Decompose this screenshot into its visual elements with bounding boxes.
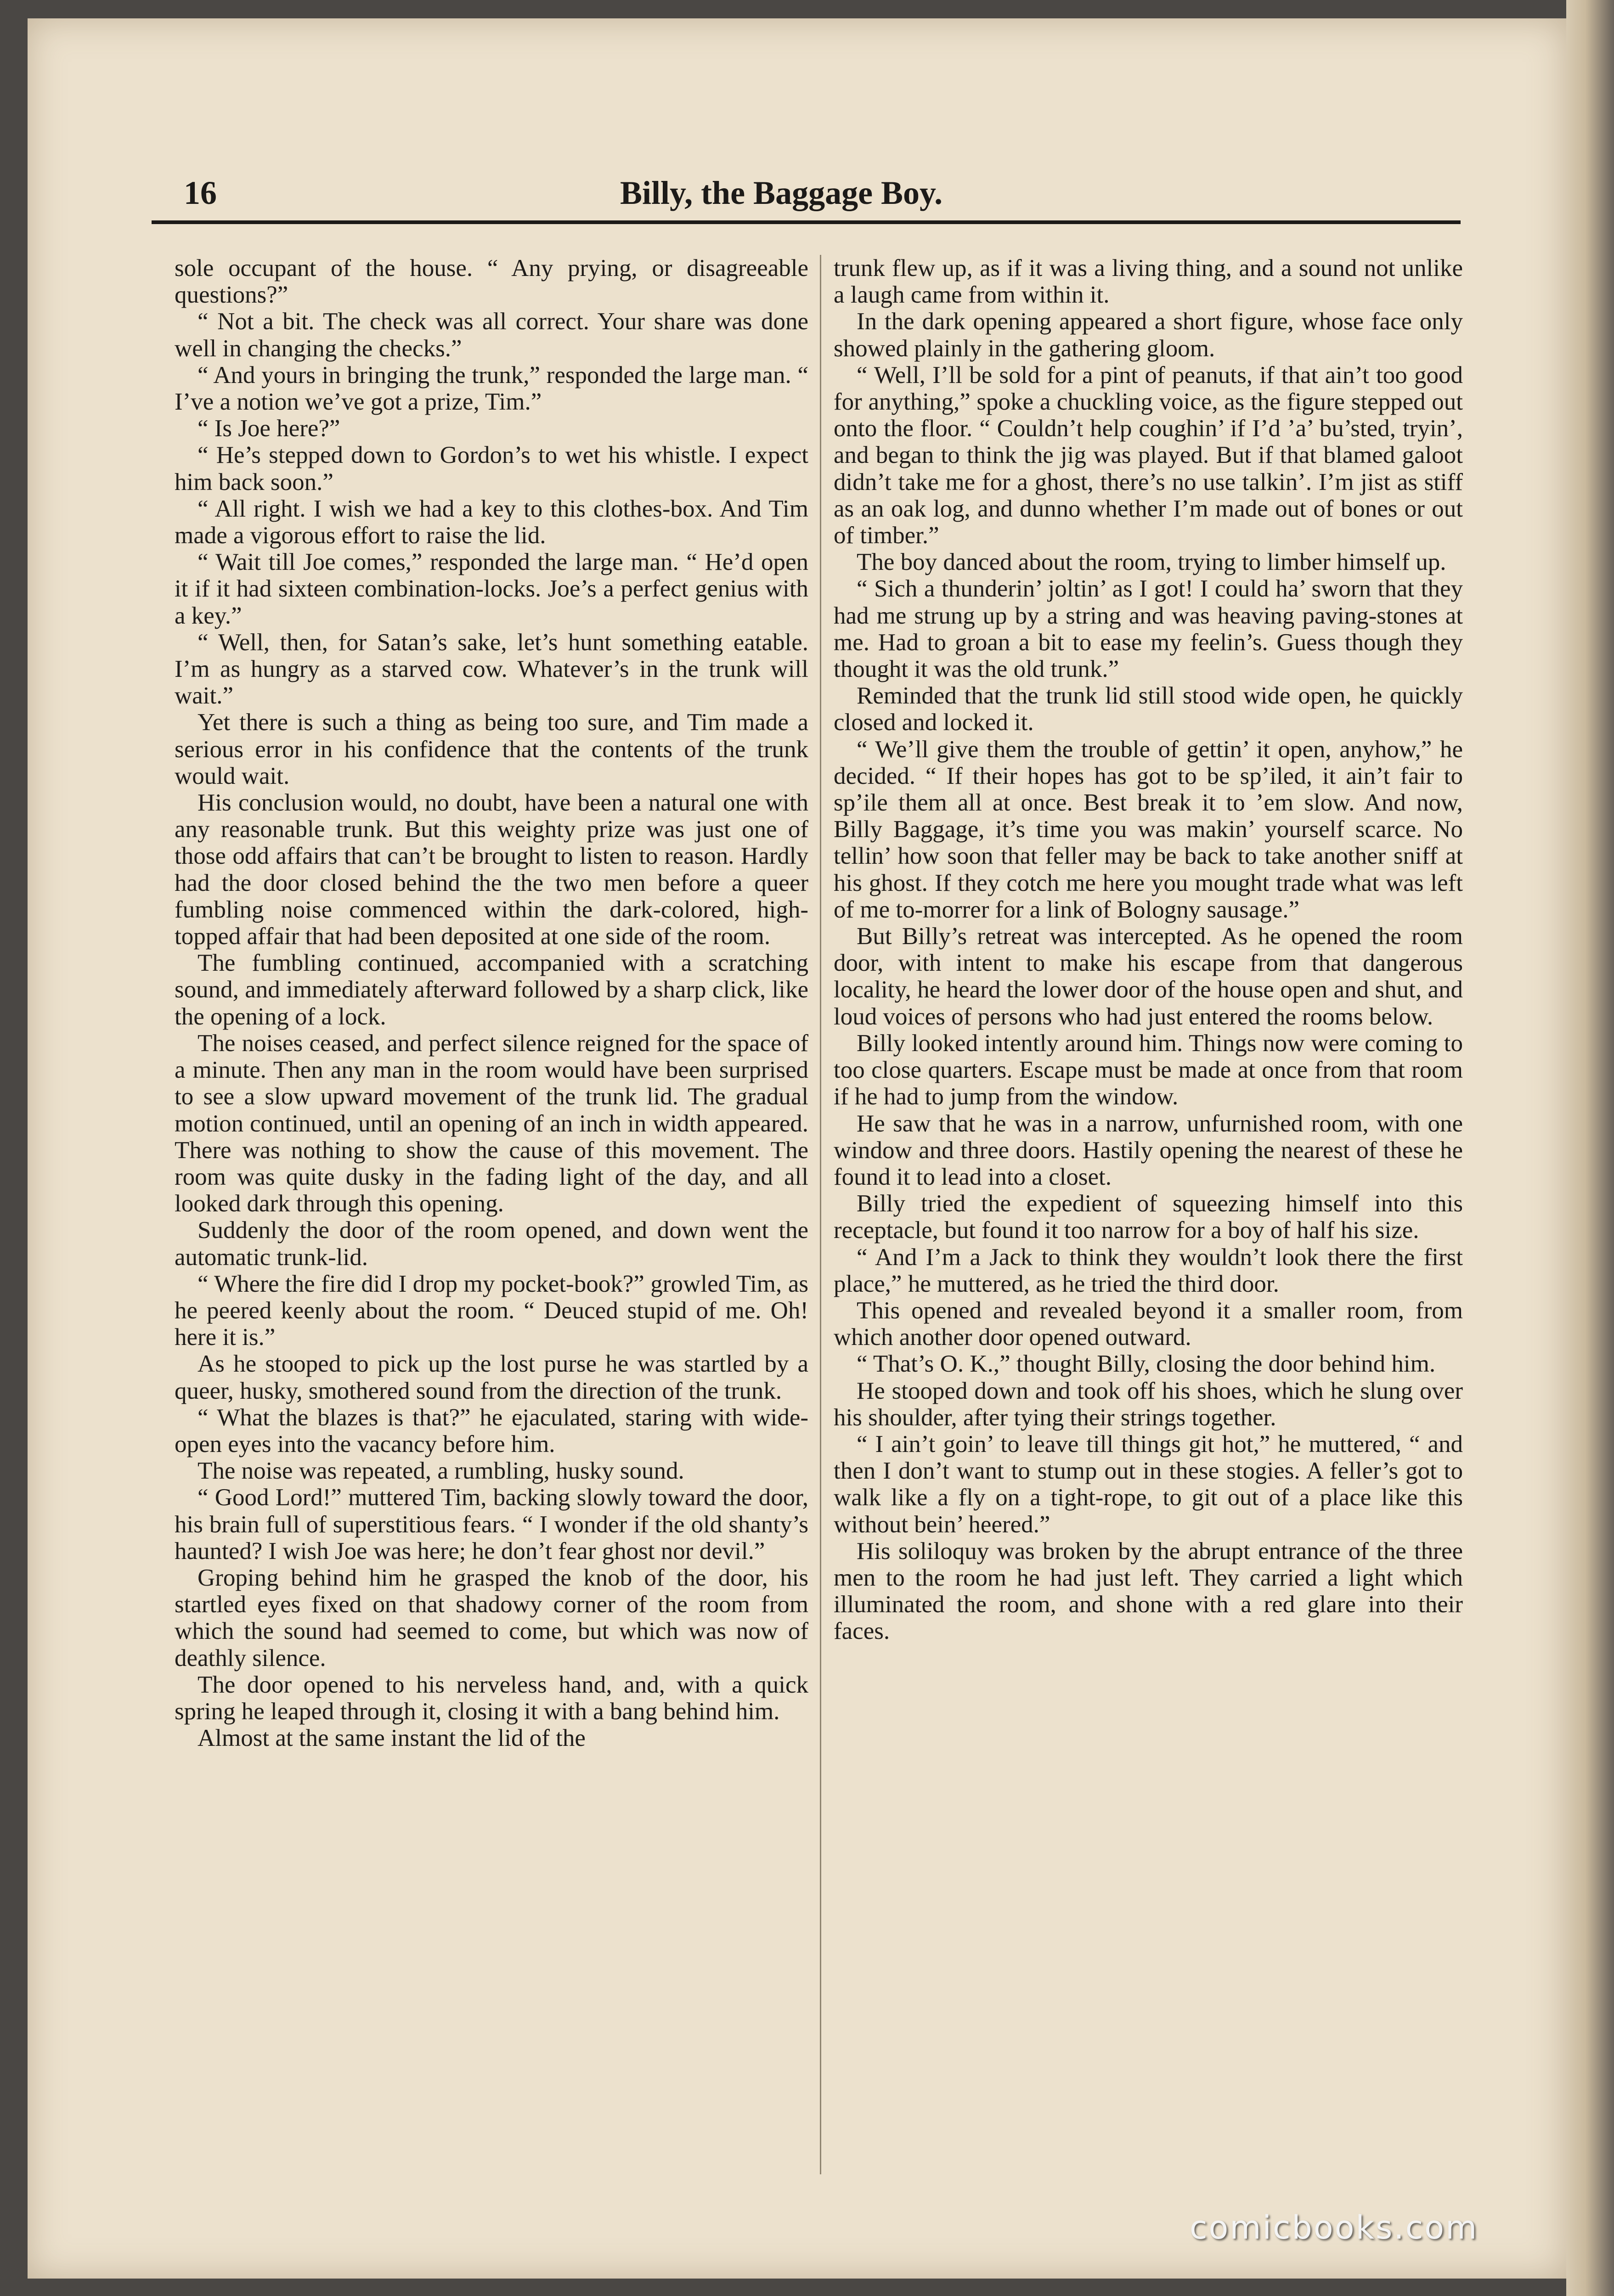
paragraph: His soliloquy was broken by the abrupt entrance of the three men to the room he had just left. They carried a light which illuminated the room, and shone with a red glare into their faces. xyxy=(834,1537,1463,1645)
page-edge xyxy=(1566,0,1614,2296)
paragraph: He stooped down and took off his shoes, which he slung over his shoulder, after tying their strings together. xyxy=(834,1377,1463,1431)
paragraph: sole occupant of the house. “ Any prying, or disagreeable questions?” xyxy=(175,255,808,309)
paragraph: Groping behind him he grasped the knob of the door, his startled eyes fixed on that shadowy corner of the room from which the sound had seemed to come, but which was now of deathly silence. xyxy=(175,1564,808,1671)
running-title: Billy, the Baggage Boy. xyxy=(620,174,943,211)
paragraph: He saw that he was in a narrow, unfurnished room, with one window and three doors. Hastily opening the nearest of these he found it to lead into a closet. xyxy=(834,1110,1463,1190)
paragraph: “ Well, I’ll be sold for a pint of peanuts, if that ain’t too good for anything,” spoke a chuckling voice, as the figure stepped out onto the floor. “ Couldn’t help coughin’ if I’d ’a’ bu’sted, tryin’, and began to think the jig was played. But if that blamed galoot didn’t take me for a ghost, there’s no use talkin’. I’m jist as stiff as an oak log, and dunno whether I’m made out of bones or out of timber.” xyxy=(834,361,1463,549)
column-divider xyxy=(820,255,821,2174)
paragraph: “ Wait till Joe comes,” responded the large man. “ He’d open it if it had sixteen combination-locks. Joe’s a perfect genius with a key.” xyxy=(175,549,808,629)
paragraph: “ He’s stepped down to Gordon’s to wet his whistle. I expect him back soon.” xyxy=(175,442,808,495)
paragraph: “ All right. I wish we had a key to this clothes-box. And Tim made a vigorous effort to raise the lid. xyxy=(175,495,808,549)
page-number: 16 xyxy=(184,174,217,211)
paragraph: “ Is Joe here?” xyxy=(198,415,340,442)
paragraph: “ Good Lord!” muttered Tim, backing slowly toward the door, his brain full of superstitious fears. “ I wonder if the old shanty’s haunted? I wish Joe was here; he don’t fear ghost nor devil.” xyxy=(175,1484,808,1564)
paragraph: “ Where the fire did I drop my pocket-book?” growled Tim, as he peered keenly about the room. “ Deuced stupid of me. Oh! here it is.” xyxy=(175,1270,808,1351)
paragraph: Reminded that the trunk lid still stood wide open, he quickly closed and locked it. xyxy=(834,682,1463,736)
paragraph: Billy tried the expedient of squeezing himself into this receptacle, but found it too narrow for a boy of half his size. xyxy=(834,1190,1463,1244)
paragraph: “ Well, then, for Satan’s sake, let’s hunt something eatable. I’m as hungry as a starved cow. Whatever’s in the trunk will wait.” xyxy=(175,629,808,709)
paragraph: “ That’s O. K.,” thought Billy, closing the door behind him. xyxy=(857,1351,1436,1378)
paragraph: The door opened to his nerveless hand, and, with a quick spring he leaped through it, closing it with a bang behind him. xyxy=(175,1671,808,1725)
paragraph: “ And I’m a Jack to think they wouldn’t look there the first place,” he muttered, as he tried the third door. xyxy=(834,1244,1463,1297)
paragraph: In the dark opening appeared a short figure, whose face only showed plainly in the gathering gloom. xyxy=(834,308,1463,362)
paragraph: The fumbling continued, accompanied with a scratching sound, and immediately afterward followed by a sharp click, like the opening of a lock. xyxy=(175,950,808,1030)
paragraph: But Billy’s retreat was intercepted. As he opened the room door, with intent to make his escape from that dangerous locality, he heard the lower door of the house open and shut, and loud voices of persons who had just entered the rooms below. xyxy=(834,923,1463,1030)
paragraph: “ We’ll give them the trouble of gettin’ it open, anyhow,” he decided. “ If their hopes has got to be sp’iled, it ain’t fair to sp’ile them all at once. Best break it to ’em slow. And now, Billy Baggage, it’s time you was makin’ yourself scarce. No tellin’ how soon that feller may be back to take another sniff at his ghost. If they cotch me here you mought trade what was left of me to-morrer for a link of Bologny sausage.” xyxy=(834,736,1463,923)
paragraph: The noises ceased, and perfect silence reigned for the space of a minute. Then any man in the room would have been surprised to see a slow upward movement of the trunk lid. The gradual motion continued, until an opening of an inch in width appeared. There was nothing to show the cause of this movement. The room was quite dusky in the fading light of the day, and all looked dark through this opening. xyxy=(175,1030,808,1217)
paragraph: Almost at the same instant the lid of the xyxy=(198,1725,586,1752)
paragraph: trunk flew up, as if it was a living thing, and a sound not unlike a laugh came from within it. xyxy=(834,255,1463,309)
left-column xyxy=(175,255,808,2170)
paragraph: Yet there is such a thing as being too sure, and Tim made a serious error in his confidence that the contents of the trunk would wait. xyxy=(175,709,808,789)
paragraph: The noise was repeated, a rumbling, husky sound. xyxy=(198,1458,684,1485)
paragraph: “ What the blazes is that?” he ejaculated, staring with wide-open eyes into the vacancy before him. xyxy=(175,1404,808,1458)
paragraph: Suddenly the door of the room opened, and down went the automatic trunk-lid. xyxy=(175,1217,808,1271)
page-header xyxy=(152,170,1461,224)
watermark: comicbooks.com xyxy=(1190,2209,1479,2246)
paragraph: “ Sich a thunderin’ joltin’ as I got! I could ha’ sworn that they had me strung up by a string and was heaving paving-stones at me. Had to groan a bit to ease my feelin’s. Guess though they thought it was the old trunk.” xyxy=(834,575,1463,683)
paragraph: This opened and revealed beyond it a smaller room, from which another door opened outward. xyxy=(834,1297,1463,1351)
paragraph: “ Not a bit. The check was all correct. Your share was done well in changing the checks.” xyxy=(175,308,808,362)
paragraph: “ I ain’t goin’ to leave till things git hot,” he muttered, “ and then I don’t want to stump out in these stogies. A feller’s got to walk like a fly on a tight-rope, to git out of a place like this without bein’ heered.” xyxy=(834,1430,1463,1538)
paragraph: “ And yours in bringing the trunk,” responded the large man. “ I’ve a notion we’ve got a prize, Tim.” xyxy=(175,361,808,416)
paragraph: His conclusion would, no doubt, have been a natural one with any reasonable trunk. But this weighty prize was just one of those odd affairs that can’t be brought to listen to reason. Hardly had the door closed behind the the two men before a queer fumbling noise commenced within the dark-colored, high-topped affair that had been deposited at one side of the room. xyxy=(175,789,808,950)
paragraph: As he stooped to pick up the lost purse he was startled by a queer, husky, smothered sound from the direction of the trunk. xyxy=(175,1351,808,1404)
right-column xyxy=(834,255,1463,2170)
paragraph: Billy looked intently around him. Things now were coming to too close quarters. Escape must be made at once from that room if he had to jump from the window. xyxy=(834,1030,1463,1110)
paragraph: The boy danced about the room, trying to limber himself up. xyxy=(857,549,1446,576)
